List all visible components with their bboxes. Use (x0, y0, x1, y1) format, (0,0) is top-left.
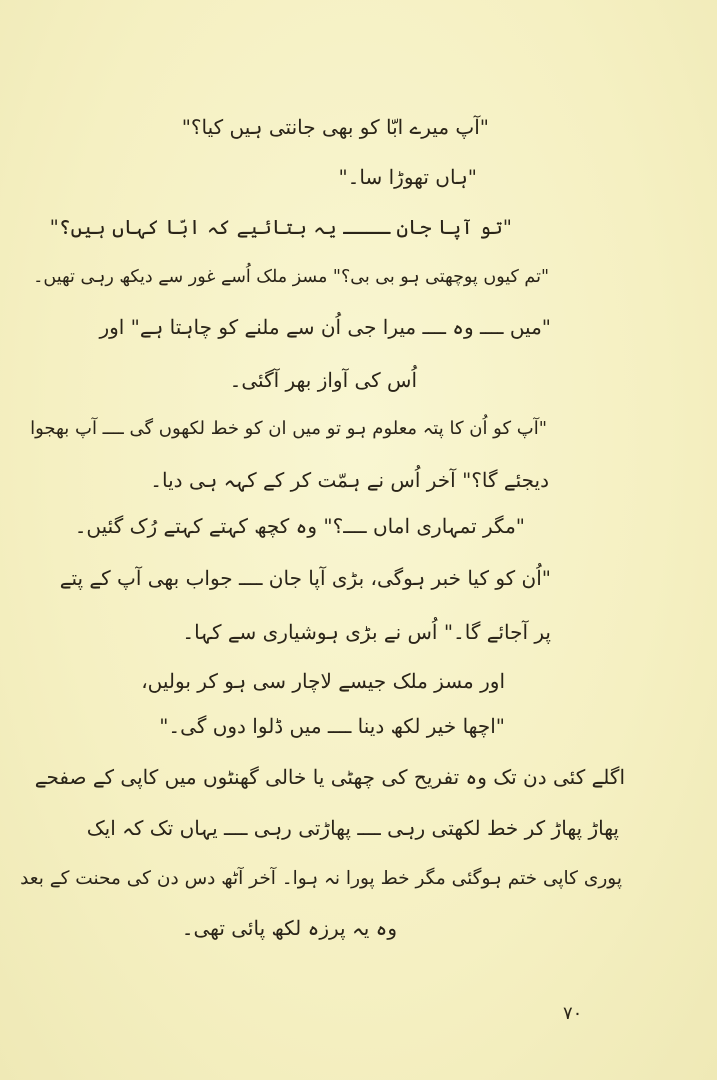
text-line: "آپ کو اُن کا پتہ معلوم ہو تو میں ان کو خط لکھوں گی ــــ آپ بھجوا (30, 418, 547, 439)
text-line: اگلے کئی دن تک وہ تفریح کی چھٹی یا خالی گھنٹوں میں کاپی کے صفحے (34, 765, 625, 789)
text-line: "تم کیوں پوچھتی ہو بی بی؟" مسز ملک اُسے غور سے دیکھ رہی تھیں۔ (33, 267, 549, 287)
text-line: "مگر تمہاری اماں ــــ؟" وہ کچھ کہتے کہتے رُک گئیں۔ (74, 514, 525, 538)
text-line: پھاڑ پھاڑ کر خط لکھتی رہی ــــ پھاڑتی رہی ــــ یہاں تک کہ ایک (86, 816, 619, 840)
text-line: پر آجائے گا۔" اُس نے بڑی ہوشیاری سے کہا۔ (182, 620, 551, 644)
text-line: "تو آپا جان ــــ یہ بتائیے کہ ابّا کہاں ہیں؟" (49, 215, 512, 239)
text-line: اور مسز ملک جیسے لاچار سی ہو کر بولیں، (141, 669, 505, 693)
text-line: پوری کاپی ختم ہوگئی مگر خط پورا نہ ہوا۔ آخر آٹھ دس دن کی محنت کے بعد (20, 868, 622, 889)
text-line: دیجئے گا؟" آخر اُس نے ہمّت کر کے کہہ ہی دیا۔ (150, 468, 549, 492)
text-line: "ہاں تھوڑا سا۔" (338, 165, 477, 189)
text-line: وہ یہ پرزہ لکھ پائی تھی۔ (181, 916, 397, 940)
text-line: "آپ میرے ابّا کو بھی جانتی ہیں کیا؟" (181, 115, 489, 139)
text-line: اُس کی آواز بھر آگئی۔ (229, 368, 417, 392)
text-line: "اُن کو کیا خبر ہوگی، بڑی آپا جان ــــ جواب بھی آپ کے پتے (59, 566, 551, 590)
text-line: "اچھا خیر لکھ دینا ــــ میں ڈلوا دوں گی۔" (159, 714, 505, 738)
page-number: ۷۰ (563, 1003, 583, 1024)
text-line: "میں ــــ وہ ــــ میرا جی اُن سے ملنے کو چاہتا ہے" اور (99, 315, 551, 339)
